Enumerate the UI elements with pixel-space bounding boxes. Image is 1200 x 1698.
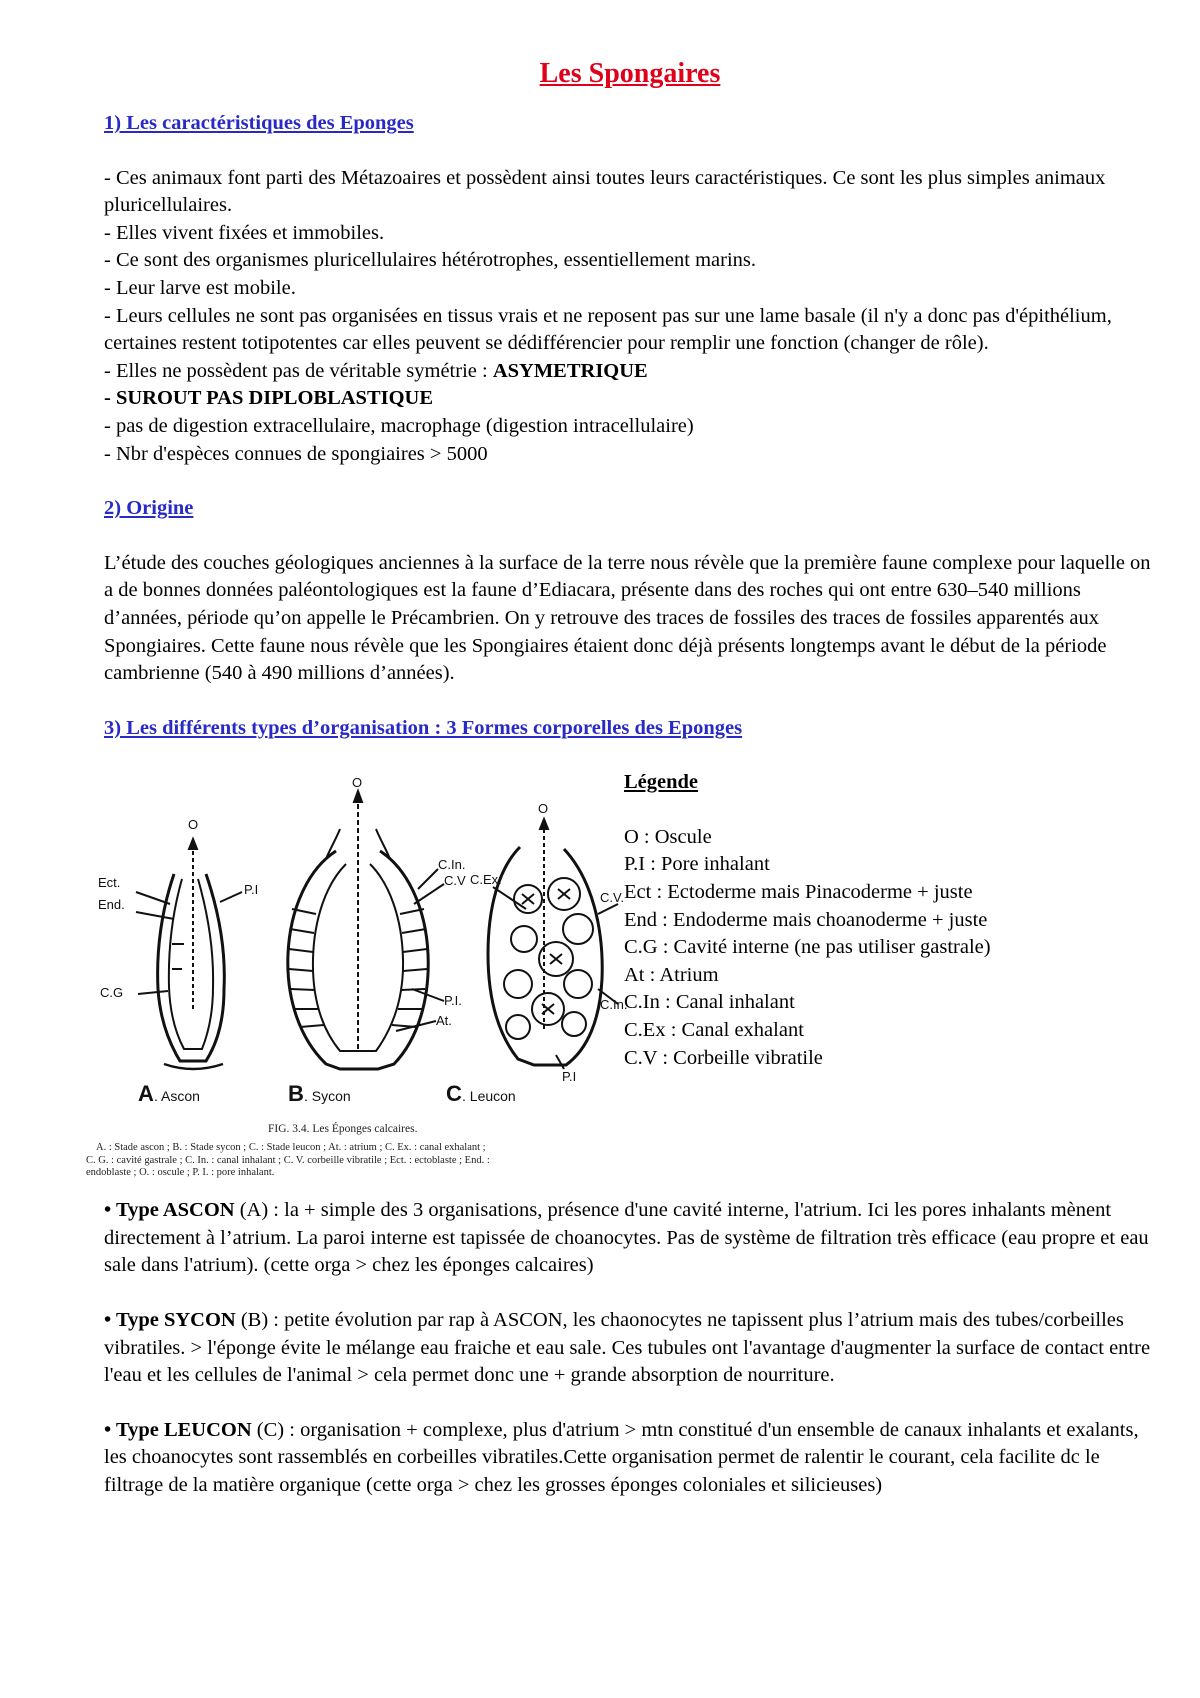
type-sycon-paragraph [104, 1307, 1156, 1390]
type-ascon-text: (A) : la + simple des 3 organisations, présence d'une cavité interne, l'atrium. Ici les pores inhalants mènent directement à l’atrium. La paroi interne est tapissée de choanocytes. Pas de système de filtration très efficace (eau propre et eau sale dans l'atrium). (cette orga > chez les éponges calcaires) [104, 1199, 1149, 1277]
caracteristique-line: - Leur larve est mobile. [104, 276, 296, 299]
caracteristique-line: - Ces animaux font parti des Métazoaires et possèdent ainsi toutes leurs caractéristiques. Ce sont les plus simples animaux pluricellulaires. [104, 166, 1106, 217]
sponge-figure [78, 769, 628, 1179]
type-sycon-bullet: • [104, 1309, 116, 1332]
legend-item: C.Ex : Canal exhalant [624, 1019, 804, 1042]
section-heading-organisation: 3) Les différents types d’organisation : 3 Formes corporelles des Eponges [104, 716, 743, 739]
legend-item: P.I : Pore inhalant [624, 853, 770, 876]
legend-item: C.In : Canal inhalant [624, 991, 795, 1014]
caracteristique-line-asymetrie [104, 358, 1156, 386]
label-cin-b: C.In. [438, 857, 466, 873]
legend-item: At : Atrium [624, 963, 719, 986]
panel-b-letter: B [288, 1081, 304, 1107]
section-heading-origine: 2) Origine [104, 497, 194, 520]
leucon-diagram [488, 819, 618, 1069]
page-title: Les Spongaires [539, 58, 721, 89]
label-cg: C.G [100, 985, 124, 1001]
label-end: End. [98, 897, 125, 913]
type-ascon-name: Type ASCON [115, 1199, 235, 1222]
caracteristique-line: - Ce sont des organismes pluricellulaires hétérotrophes, essentiellement marins. [104, 249, 757, 272]
caracteristique-line: - pas de digestion extracellulaire, macrophage (digestion intracellulaire) [104, 414, 694, 437]
label-cex: C.Ex. [470, 872, 502, 888]
label-cv-c: C.V. [600, 890, 625, 906]
asymetrie-bold: ASYMETRIQUE [492, 359, 648, 382]
legend-item: O : Oscule [624, 825, 712, 848]
section-heading-caracteristiques: 1) Les caractéristiques des Eponges [104, 112, 414, 134]
caracteristiques-list [104, 165, 1156, 469]
sycon-diagram [288, 791, 444, 1069]
panel-a-letter: A [138, 1081, 154, 1107]
type-leucon-paragraph [104, 1417, 1156, 1500]
legend-item: End : Endoderme mais choanoderme + juste [624, 908, 988, 931]
type-leucon-text: (C) : organisation + complexe, plus d'atrium > mtn constitué d'un ensemble de canaux inhalants et exalants, les choanocytes sont rassemblés en corbeilles vibratiles.Cette organisation permet de ralentir le courant, cela facilite dc le filtrage de la matière organique (cette orga > chez les grosses éponges coloniales et silicieuses) [104, 1418, 1139, 1497]
figure-row [86, 769, 1156, 1179]
panel-a-name: . Ascon [154, 1088, 200, 1105]
label-o-b: O [352, 775, 363, 791]
legend-title: Légende [624, 771, 699, 794]
panel-c-letter: C [446, 1081, 462, 1107]
panel-b-name: . Sycon [304, 1088, 351, 1105]
asymetrie-prefix: - Elles ne possèdent pas de véritable symétrie : [104, 359, 493, 382]
label-pi-c: P.I [562, 1069, 577, 1085]
type-leucon-bullet: • [104, 1418, 116, 1441]
caracteristique-line: - Leurs cellules ne sont pas organisées en tissus vrais et ne reposent pas sur une lame basale (il n'y a donc pas d'épithélium, certaines restent totipotentes car elles peuvent se dédifférencier pour remplir une fonction (changer de rôle). [104, 304, 1112, 355]
type-sycon-text: (B) : petite évolution par rap à ASCON, les chaonocytes ne tapissent plus l’atrium mais des tubes/corbeilles vibratiles. > l'éponge évite le mélange eau fraiche et eau sale. Ces tubules ont l'avantage d'augmenter la surface de contact entre l'eau et les cellules de l'animal > cela permet donc une + grande absorption de nourriture. [104, 1309, 1151, 1387]
legend-item: Ect : Ectoderme mais Pinacoderme + juste [624, 881, 973, 904]
legend-item: C.V : Corbeille vibratile [624, 1046, 823, 1069]
type-leucon-name: Type LEUCON [115, 1418, 252, 1441]
label-cin-c: C.In. [600, 997, 628, 1013]
ascon-diagram [136, 839, 242, 1069]
legend-item: C.G : Cavité interne (ne pas utiliser gastrale) [624, 936, 991, 959]
diploblastique-line: - SUROUT PAS DIPLOBLASTIQUE [104, 387, 434, 410]
type-ascon-bullet: • [104, 1199, 116, 1222]
document-page [86, 56, 1156, 1527]
label-pi-a: P.I [244, 882, 259, 898]
figure-caption-title: FIG. 3.4. Les Éponges calcaires. [268, 1123, 418, 1136]
figure-caption-line: C. G. : cavité gastrale ; C. In. : canal inhalant ; C. V. corbeille vibratile ; Ect. : ectoblaste ; End. : [86, 1155, 490, 1167]
origine-paragraph: L’étude des couches géologiques anciennes à la surface de la terre nous révèle que la première faune complexe pour laquelle on a de bonnes données paléontologiques est la faune d’Ediacara, présente dans des roches qui ont entre 630–540 millions d’années, période qu’on appelle le Précambrien. On y retrouve des traces de fossiles des traces de fossiles apparentés aux Spongiaires. Cette faune nous révèle que les Spongiaires étaient donc déjà présents longtemps avant le début de la période cambrienne (540 à 490 millions d’années). [104, 551, 1151, 685]
legend [624, 769, 1144, 1072]
label-cv-b: C.V [444, 873, 466, 889]
figure-caption-line: A. : Stade ascon ; B. : Stade sycon ; C. : Stade leucon ; At. : atrium ; C. Ex. : canal exhalant ; [96, 1142, 486, 1154]
caracteristique-line: - Nbr d'espèces connues de spongiaires > 5000 [104, 442, 488, 465]
label-at: At. [436, 1013, 452, 1029]
caracteristique-line: - Elles vivent fixées et immobiles. [104, 221, 385, 244]
label-pi-b: P.I. [444, 993, 462, 1009]
label-o-a: O [188, 817, 199, 833]
type-ascon-paragraph [104, 1197, 1156, 1280]
label-o-c: O [538, 801, 549, 817]
label-ect: Ect. [98, 875, 121, 891]
panel-c-name: . Leucon [462, 1088, 516, 1105]
type-sycon-name: Type SYCON [115, 1309, 236, 1332]
figure-caption-line: endoblaste ; O. : oscule ; P. I. : pore inhalant. [86, 1167, 275, 1179]
